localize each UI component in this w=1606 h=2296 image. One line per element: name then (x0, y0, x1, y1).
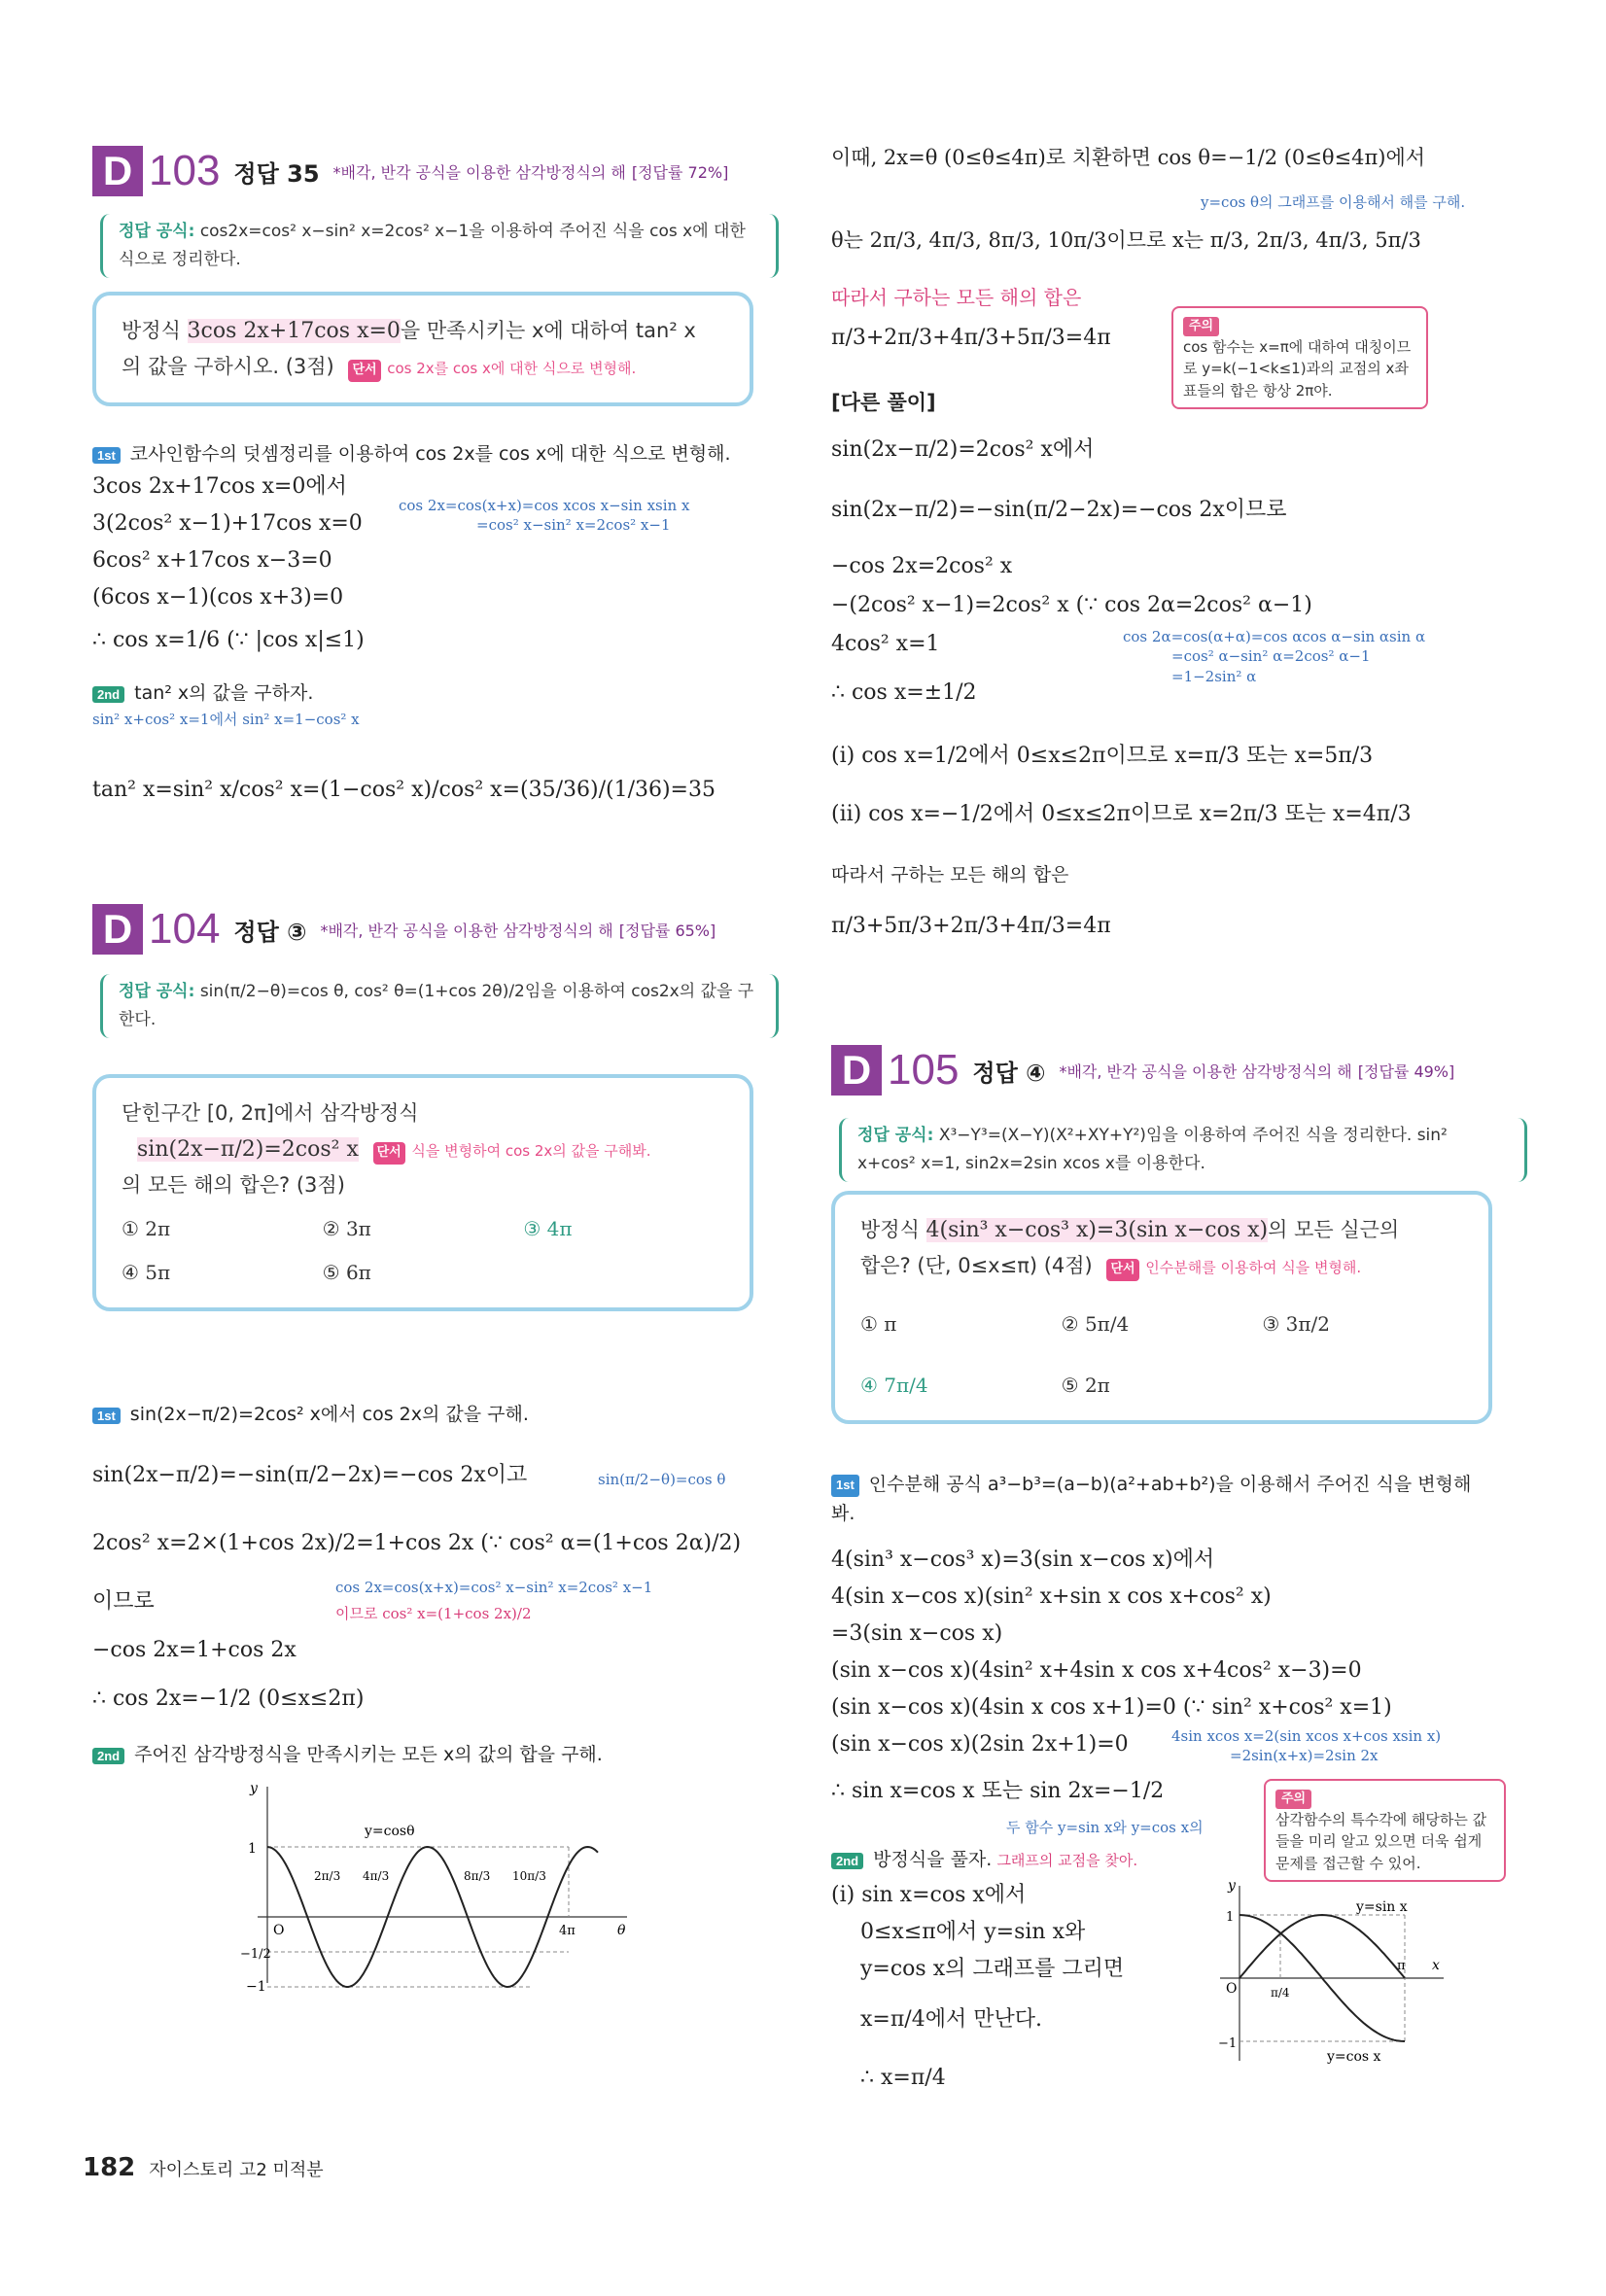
step-1-104 (92, 1400, 792, 1426)
solution-line: 0≤x≤π에서 y=sin x와 (860, 1920, 1086, 1944)
problem-number: 105 (888, 1046, 960, 1094)
solution-line: ∴ sin x=cos x 또는 sin 2x=−1/2 (831, 1779, 1165, 1803)
hint-badge: 단서 (1106, 1259, 1138, 1281)
choice-1[interactable]: ① 2π (122, 1217, 171, 1241)
warning-box (1264, 1779, 1506, 1882)
step-badge: 1st (92, 447, 121, 464)
choice-4[interactable]: ④ 5π (122, 1261, 171, 1285)
solution-line: 따라서 구하는 모든 해의 합은 (831, 864, 1069, 886)
book-title: 자이스토리 고2 미적분 (149, 2160, 324, 2180)
solution-line: 3cos 2x+17cos x=0에서 (92, 474, 347, 499)
sin-cos-graph (1201, 1876, 1453, 2070)
page-number: 182 (83, 2153, 136, 2182)
step-text: 주어진 삼각방정식을 만족시키는 모든 x의 값의 합을 구해. (134, 1744, 603, 1765)
y-axis-label: y (1228, 1878, 1236, 1894)
side-note: sin² x+cos² x=1에서 sin² x=1−cos² x (92, 711, 360, 728)
solution-line: sin(2x−π/2)=2cos² x에서 (831, 437, 1095, 462)
solution-line: 2cos² x=2×(1+cos 2x)/2=1+cos 2x (∵ cos² α=(1+cos 2α)/2) (92, 1531, 742, 1555)
question-box-104 (92, 1074, 753, 1311)
problem-103-header (92, 146, 792, 204)
cosine-label: y=cos x (1327, 2049, 1381, 2065)
question-text: 닫힌구간 [0, 2π]에서 삼각방정식 (122, 1101, 419, 1125)
solution-line: (6cos x−1)(cos x+3)=0 (92, 585, 344, 609)
solution-line: −cos 2x=2cos² x (831, 554, 1013, 578)
problem-topic: *배각, 반각 공식을 이용한 삼각방정식의 해 (332, 162, 626, 182)
solution-line: ∴ cos x=1/6 (∵ |cos x|≤1) (92, 628, 365, 652)
problem-topic: *배각, 반각 공식을 이용한 삼각방정식의 해 (320, 921, 613, 940)
formula-label: 정답 공식: (119, 222, 195, 241)
choice-2[interactable]: ② 3π (322, 1217, 371, 1241)
solution-line: π/3+5π/3+2π/3+4π/3=4π (831, 914, 1111, 938)
solution-line: (i) sin x=cos x에서 (831, 1883, 1027, 1907)
solution-line: 따라서 구하는 모든 해의 합은 (831, 286, 1082, 309)
hint-text: cos 2x를 cos x에 대한 식으로 변형해. (387, 359, 637, 377)
question-text: 의 모든 해의 합은? (3점) (122, 1172, 345, 1197)
curve-label: y=cosθ (365, 1824, 415, 1839)
side-note: 이므로 cos² x=(1+cos 2x)/2 (335, 1605, 532, 1622)
side-note: 그래프의 교점을 찾아. (996, 1852, 1138, 1869)
correct-rate: [정답률 65%] (618, 921, 716, 940)
step-text: 코사인함수의 덧셈정리를 이용하여 cos 2x를 cos x에 대한 식으로 변형해. (129, 443, 731, 465)
solution-line: 4(sin³ x−cos³ x)=3(sin x−cos x)에서 (831, 1548, 1215, 1572)
answer-label: 정답 35 (233, 159, 320, 188)
warning-text: 삼각함수의 특수각에 해당하는 값들을 미리 알고 있으면 더욱 쉽게 문제를 접근할 수 있어. (1275, 1810, 1487, 1872)
side-note (399, 496, 807, 536)
solution-line: −(2cos² x−1)=2cos² x (∵ cos 2α=2cos² α−1) (831, 593, 1312, 617)
problem-105-header (831, 1045, 1531, 1103)
side-note: sin(π/2−θ)=cos θ (598, 1471, 726, 1488)
problem-topic: *배각, 반각 공식을 이용한 삼각방정식의 해 (1059, 1061, 1352, 1081)
correct-rate: [정답률 72%] (631, 162, 729, 182)
side-note (1123, 627, 1425, 686)
solution-line: θ는 2π/3, 4π/3, 8π/3, 10π/3이므로 x는 π/3, 2π/3, 4π/3, 5π/3 (831, 228, 1421, 252)
choice-2[interactable]: ② 5π/4 (1061, 1311, 1130, 1336)
origin-label: O (273, 1923, 285, 1938)
solution-line: =3(sin x−cos x) (831, 1621, 1003, 1646)
sine-label: y=sin x (1356, 1899, 1408, 1915)
step-badge: 1st (831, 1475, 859, 1497)
solution-line: −cos 2x=1+cos 2x (92, 1638, 297, 1662)
problem-category-badge: D (92, 904, 143, 955)
step-1-105 (831, 1470, 1492, 1529)
step-2-103 (92, 678, 313, 705)
cosine-graph (238, 1779, 627, 2012)
page-footer (83, 2153, 324, 2182)
choice-5[interactable]: ⑤ 6π (322, 1261, 371, 1285)
side-note: cos 2x=cos(x+x)=cos² x−sin² x=2cos² x−1 (335, 1579, 653, 1596)
solution-line: 4(sin x−cos x)(sin² x+sin x cos x+cos² x) (831, 1584, 1272, 1609)
x-tick: 4π/3 (363, 1869, 390, 1883)
problem-104-header (92, 904, 792, 962)
x-tick: 2π/3 (314, 1869, 341, 1883)
question-equation: 4(sin³ x−cos³ x)=3(sin x−cos x) (925, 1218, 1269, 1242)
step-2-105 (831, 1845, 1137, 1871)
solution-line: tan² x=sin² x/cos² x=(1−cos² x)/cos² x=(35/36)/(1/36)=35 (92, 778, 716, 802)
step-2-104 (92, 1740, 792, 1766)
side-note-line: =cos² x−sin² x=2cos² x−1 (476, 516, 671, 535)
side-note (1171, 1726, 1441, 1766)
side-note-line: cos 2x=cos(x+x)=cos xcos x−sin xsin x (399, 497, 690, 514)
warning-box (1171, 306, 1428, 409)
answer-formula (839, 1118, 1527, 1182)
formula-text: cos2x=cos² x−sin² x=2cos² x−1을 이용하여 주어진 식을 cos x에 대한 식으로 정리한다. (119, 222, 746, 269)
question-text: 의 값을 구하시오. (3점) (122, 354, 334, 378)
answer-choices (860, 1307, 1463, 1403)
hint-text: 인수분해를 이용하여 식을 변형해. (1145, 1258, 1362, 1276)
choice-5[interactable]: ⑤ 2π (1061, 1373, 1110, 1397)
hint-badge: 단서 (373, 1142, 405, 1165)
step-badge: 2nd (831, 1853, 863, 1869)
y-axis-label: y (250, 1781, 258, 1796)
choice-3[interactable]: ③ 3π/2 (1262, 1311, 1330, 1336)
sine-curve (1239, 1915, 1405, 1978)
side-note-line: cos 2α=cos(α+α)=cos αcos α−sin αsin α (1123, 628, 1426, 645)
choice-1[interactable]: ① π (860, 1311, 897, 1336)
solution-line: ∴ x=π/4 (860, 2066, 946, 2090)
step-1-103 (92, 439, 792, 466)
problem-category-badge: D (92, 146, 143, 196)
answer-label: 정답 ④ (972, 1059, 1046, 1087)
question-text: 방정식 (122, 319, 181, 342)
alt-solution-title: [다른 풀이] (831, 391, 936, 414)
question-box-105 (831, 1191, 1492, 1424)
question-equation: sin(2x−π/2)=2cos² x (137, 1136, 359, 1162)
solution-line: x=π/4에서 만난다. (860, 2007, 1042, 2032)
solution-line: sin(2x−π/2)=−sin(π/2−2x)=−cos 2x이므로 (831, 498, 1287, 522)
step-text: sin(2x−π/2)=2cos² x에서 cos 2x의 값을 구해. (129, 1404, 529, 1425)
problem-number: 103 (149, 147, 221, 194)
side-note-line: =cos² α−sin² α=2cos² α−1 (1171, 647, 1371, 666)
solution-line: 6cos² x+17cos x−3=0 (92, 548, 332, 573)
solution-line: (sin x−cos x)(2sin 2x+1)=0 (831, 1732, 1129, 1757)
solution-line: sin(2x−π/2)=−sin(π/2−2x)=−cos 2x이고 (92, 1463, 528, 1487)
warning-label: 주의 (1275, 1790, 1311, 1809)
question-text: 합은? (단, 0≤x≤π) (4점) (860, 1253, 1093, 1277)
solution-line: 이므로 (92, 1589, 155, 1614)
x-axis-label: x (1432, 1958, 1440, 1973)
solution-line: (sin x−cos x)(4sin² x+4sin x cos x+4cos² x−3)=0 (831, 1658, 1362, 1683)
step-badge: 1st (92, 1408, 121, 1424)
y-tick-neg1: −1 (1218, 2036, 1238, 2051)
answer-formula (100, 974, 779, 1038)
hint-text: 식을 변형하여 cos 2x의 값을 구해봐. (411, 1141, 651, 1160)
question-text: 의 모든 실근의 (1268, 1218, 1400, 1241)
x-tick: 8π/3 (464, 1869, 491, 1883)
y-tick-1: 1 (248, 1841, 257, 1857)
choice-4[interactable]: ④ 7π/4 (860, 1373, 928, 1397)
formula-label: 정답 공식: (119, 982, 195, 1001)
answer-formula (100, 214, 779, 278)
question-text: 방정식 (860, 1218, 920, 1241)
answer-label: 정답 ③ (233, 918, 307, 946)
x-axis-label: θ (617, 1923, 626, 1938)
formula-text: sin(π/2−θ)=cos θ, cos² θ=(1+cos 2θ)/2임을 이용하여 cos2x의 값을 구한다. (119, 982, 754, 1029)
solution-line: (i) cos x=1/2에서 0≤x≤2π이므로 x=π/3 또는 x=5π/3 (831, 744, 1374, 768)
correct-rate: [정답률 49%] (1357, 1061, 1455, 1081)
solution-line: 3(2cos² x−1)+17cos x=0 (92, 511, 363, 536)
x-tick-pi: π (1397, 1959, 1406, 1973)
origin-label: O (1226, 1981, 1238, 1997)
solution-line: ∴ cos x=±1/2 (831, 680, 977, 705)
warning-label: 주의 (1183, 317, 1219, 336)
solution-line: π/3+2π/3+4π/3+5π/3=4π (831, 326, 1111, 350)
question-equation: 3cos 2x+17cos x=0 (187, 319, 401, 343)
question-text: 을 만족시키는 x에 대하여 tan² x (400, 319, 696, 342)
step-text: 방정식을 풀자. (873, 1849, 993, 1870)
x-tick-4pi: 4π (559, 1924, 576, 1938)
step-text: 인수분해 공식 a³−b³=(a−b)(a²+ab+b²)을 이용해서 주어진 식을 변형해 봐. (831, 1474, 1472, 1525)
side-note: y=cos θ의 그래프를 이용해서 해를 구해. (1201, 193, 1466, 211)
solution-line: ∴ cos 2x=−1/2 (0≤x≤2π) (92, 1687, 365, 1711)
answer-choices (122, 1212, 724, 1290)
x-tick: 10π/3 (512, 1869, 546, 1883)
side-note-line: =2sin(x+x)=2sin 2x (1230, 1747, 1379, 1765)
side-note-line: 4sin xcos x=2(sin xcos x+cos xsin x) (1171, 1727, 1442, 1745)
y-tick-neg1: −1 (246, 1979, 266, 1995)
solution-line: 이때, 2x=θ (0≤θ≤4π)로 치환하면 cos θ=−1/2 (0≤θ≤4π)에서 (831, 146, 1426, 169)
x-tick-pi4: π/4 (1271, 1986, 1290, 2000)
step-badge: 2nd (92, 1748, 124, 1764)
solution-line: y=cos x의 그래프를 그리면 (860, 1957, 1125, 1981)
solution-line: (ii) cos x=−1/2에서 0≤x≤2π이므로 x=2π/3 또는 x=4π/3 (831, 802, 1412, 826)
y-tick-1: 1 (1226, 1910, 1235, 1925)
problem-number: 104 (149, 905, 221, 953)
side-note: 두 함수 y=sin x와 y=cos x의 (1006, 1819, 1204, 1836)
question-box-103 (92, 292, 753, 406)
formula-label: 정답 공식: (857, 1126, 934, 1145)
choice-3[interactable]: ③ 4π (523, 1217, 573, 1241)
step-badge: 2nd (92, 686, 124, 703)
side-note-line: =1−2sin² α (1171, 667, 1257, 685)
solution-line: (sin x−cos x)(4sin x cos x+1)=0 (∵ sin² x+cos² x=1) (831, 1695, 1392, 1720)
y-tick-half: −1/2 (240, 1947, 271, 1962)
solution-line: 4cos² x=1 (831, 632, 940, 656)
warning-text: cos 함수는 x=π에 대하여 대칭이므로 y=k(−1<k≤1)과의 교점의 x좌표들의 합은 항상 2π야. (1183, 337, 1412, 400)
step-text: tan² x의 값을 구하자. (134, 682, 314, 704)
problem-category-badge: D (831, 1045, 882, 1096)
hint-badge: 단서 (348, 360, 380, 382)
formula-text: X³−Y³=(X−Y)(X²+XY+Y²)임을 이용하여 주어진 식을 정리한다. sin² x+cos² x=1, sin2x=2sin xcos x를 이용한다. (857, 1126, 1448, 1173)
